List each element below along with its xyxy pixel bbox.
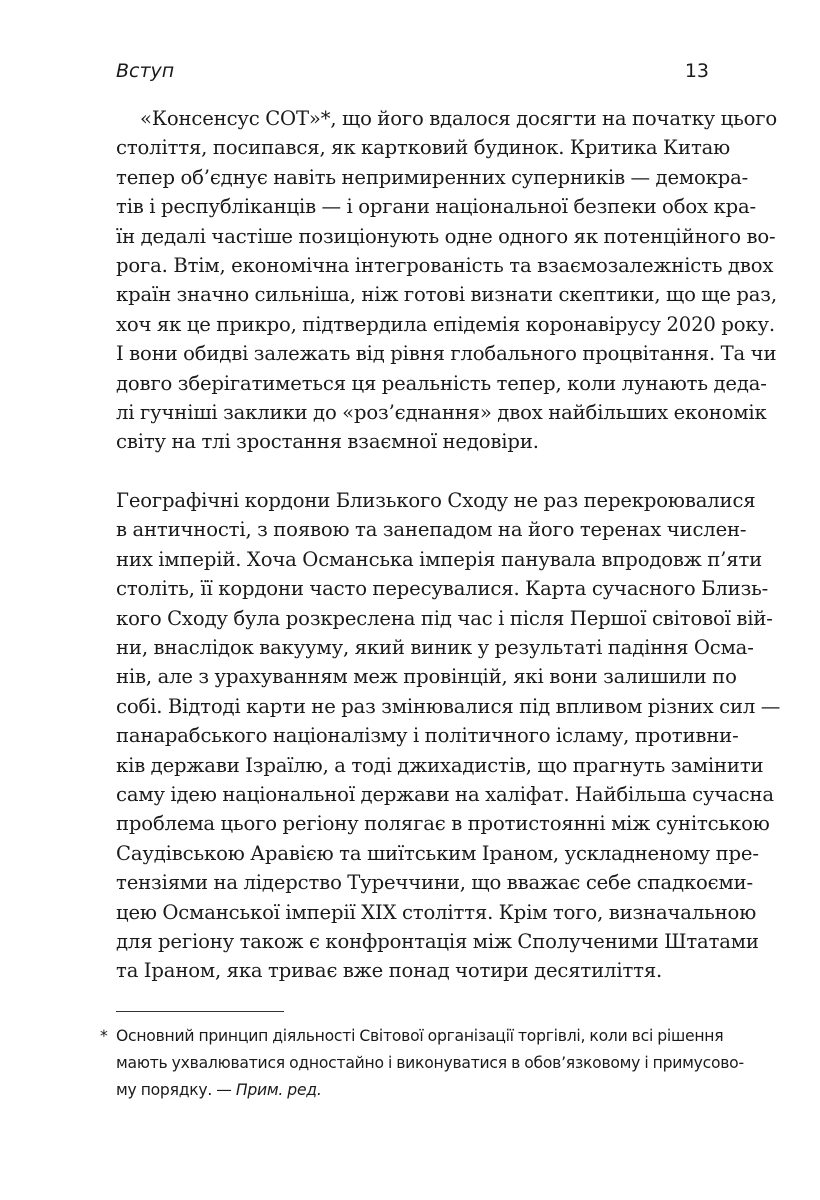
text-line: та Іраном, яка триває вже понад чотири десятиліття. (116, 959, 663, 983)
text-line: них імперій. Хоча Османська імперія панувала впродовж п’яти (116, 547, 763, 571)
footnote-last-line (100, 1077, 710, 1104)
text-line: кого Сходу була розкреслена під час і після Першої світової вій- (116, 606, 773, 630)
footnote (100, 1023, 744, 1104)
paragraph-middle-east (116, 486, 781, 986)
footnote-line: Основний принцип діяльності Світової організації торгівлі, коли всі рішення (116, 1027, 724, 1045)
text-line: цею Османської імперії XIX століття. Крім того, визначальною (116, 900, 757, 924)
footnote-marker: * (100, 1027, 108, 1045)
text-line: для регіону також є конфронтація між Сполученими Штатами (116, 929, 759, 953)
footnote-line-text: му порядку. — (116, 1081, 236, 1099)
text-line: в античності, з появою та занепадом на його теренах числен- (116, 518, 747, 542)
running-head: Вступ (116, 60, 175, 82)
text-line: саму ідею національної держави на халіфат. Найбільша сучасна (116, 782, 774, 806)
text-line: країн значно сильніша, ніж готові визнати скептики, що ще раз, (116, 283, 777, 307)
text-line: століття, посипався, як картковий будинок. Критика Китаю (116, 136, 731, 160)
text-line: тепер об’єднує навіть непримиренних суперників — демокра- (116, 165, 749, 189)
text-line: тів і республіканців — і органи національної безпеки обох кра- (116, 195, 756, 219)
text-line: І вони обидві залежать від рівня глобального процвітання. Та чи (116, 342, 777, 366)
text-line: нів, але з урахуванням меж провінцій, які вони залишили по (116, 665, 737, 689)
text-line: «Консенсус СОТ»*, що його вдалося досягти на початку цього (140, 107, 777, 130)
text-line: ків держави Ізраїлю, а тоді джихадистів, що прагнуть замінити (116, 753, 764, 777)
page-number: 13 (684, 60, 709, 82)
text-line: панарабського націоналізму і політичного ісламу, противни- (116, 724, 739, 748)
text-line: їн дедалі частіше позиціонують одне одного як потенційного во- (116, 224, 776, 248)
footnote-line: мають ухвалюватися одностайно і виконуватися в обов’язковому і примусово- (116, 1054, 744, 1072)
text-line: рога. Втім, економічна інтегрованість та взаємозалежність двох (116, 254, 774, 278)
text-line: Географічні кордони Близького Сходу не раз перекроювалися (116, 488, 756, 512)
text-line: лі гучніші заклики до «роз’єднання» двох найбільших економік (116, 401, 767, 425)
paragraph-gap (116, 457, 710, 486)
text-line: довго зберігатиметься ця реальність тепер, коли лунають деда- (116, 371, 767, 395)
text-line: проблема цього регіону полягає в протистоянні між сунітською (116, 812, 770, 836)
text-line: тензіями на лідерство Туреччини, що вважає себе спадкоєми- (116, 871, 753, 895)
text-line: світу на тлі зростання взаємної недовіри. (116, 430, 539, 454)
text-line: хоч як це прикро, підтвердила епідемія коронавірусу 2020 року. (116, 312, 775, 336)
editor-note: Прим. ред. (235, 1081, 322, 1099)
text-line: століть, її кордони часто пересувалися. Карта сучасного Близь- (116, 577, 769, 601)
text-line: Саудівською Аравією та шиїтським Іраном, ускладненому пре- (116, 841, 759, 865)
footnote-rule (116, 1011, 284, 1012)
paragraph-wto-consensus (116, 104, 777, 457)
text-line: ни, внаслідок вакууму, який виник у результаті падіння Осма- (116, 635, 754, 659)
text-line: собі. Відтоді карти не раз змінювалися під впливом різних сил — (116, 694, 781, 718)
body-text (116, 104, 781, 986)
